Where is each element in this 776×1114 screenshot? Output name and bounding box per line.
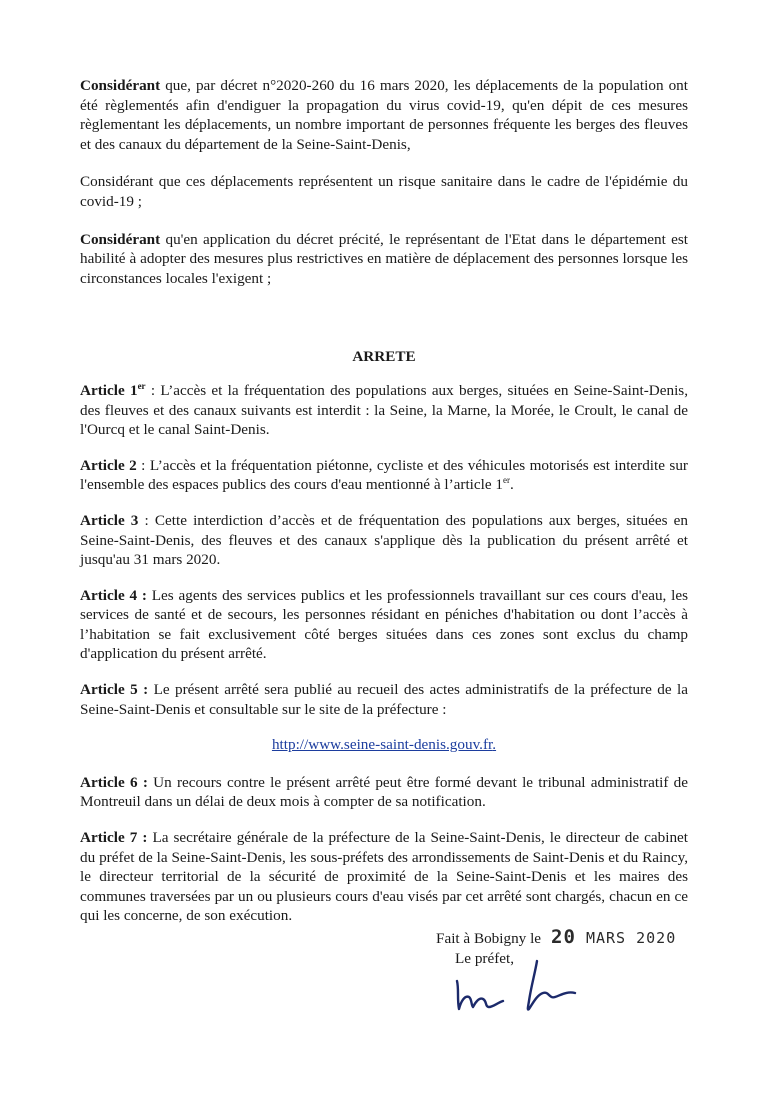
article-2: Article 2 : L’accès et la fréquentation piétonne, cycliste et des véhicules motorisés est interdite sur l'ensemble des espaces publics des cours d'eau mentionné à l’article 1er. <box>80 456 688 494</box>
article-1: Article 1er : L’accès et la fréquentation des populations aux berges, situées en Seine-Saint-Denis, des fleuves et des canaux suivants est interdit : la Seine, la Marne, la Morée, le Croult, le canal de l'Ourcq et le canal Saint-Denis. <box>80 380 688 439</box>
article-text: Les agents des services publics et les professionnels travaillant sur ces cours d'eau, les services de santé et de secours, les personnes résidant en péniches d'habitation ou dont l’accès à l’habitation se fait exclusivement côté berges situées dans ces zones sont exclus du champ d'application du présent arrêté. <box>80 586 689 663</box>
considerant-lead: Considérant <box>80 173 154 191</box>
place-date-line <box>436 928 696 949</box>
article-4 <box>80 586 688 664</box>
considerant-3 <box>80 230 688 289</box>
article-text: L’accès et la fréquentation des populations aux berges, situées en Seine-Saint-Denis, des fleuves et des canaux suivants est interdit : la Seine, la Marne, la Morée, le Croult, le canal de l'Ourcq et le canal Saint-Denis. <box>80 381 688 439</box>
article-text: La secrétaire générale de la préfecture de la Seine-Saint-Denis, le directeur de cabinet du préfet de la Seine-Saint-Denis, les sous-préfets des arrondissements de Saint-Denis et du Raincy, le directeur territorial de la sécurité de proximité de la Seine-Saint-Denis et les maires des communes traversées par un ou plusieurs cours d'eau visés par cet arrêté sont chargés, chacun en ce qui les concerne, de son exécution. <box>80 829 689 925</box>
date-stamp <box>551 926 677 948</box>
article-text: Un recours contre le présent arrêté peut être formé devant le tribunal administratif de Montreuil dans un délai de deux mois à compter de sa notification. <box>80 773 689 811</box>
considerant-text: que, par décret n°2020-260 du 16 mars 2020, les déplacements de la population ont été règlementés afin d'endiguer la propagation du virus covid-19, qu'en dépit de ces mesures règlementant les déplacements, un nombre important de personnes fréquente les berges des fleuves et des canaux du département de la Seine-Saint-Denis, <box>80 77 688 153</box>
article-6 <box>80 773 688 812</box>
handwritten-signature-icon <box>445 955 585 1015</box>
signatory-role: Le préfet, <box>455 949 515 967</box>
article-3: Article 3 : Cette interdiction d’accès et de fréquentation des populations aux berges, situées en Seine-Saint-Denis, des fleuves et des canaux s'applique dès la publication du présent arrêté et jusqu'au 31 mars 2020. <box>80 511 688 569</box>
article-7 <box>80 828 688 926</box>
article-text: Le présent arrêté sera publié au recueil des actes administratifs de la préfecture de la Seine-Saint-Denis et consultable sur le site de la préfecture : <box>80 681 688 718</box>
document-body <box>80 76 688 942</box>
stamp-day: 20 <box>551 926 576 948</box>
article-label: Article 7 : <box>80 829 148 847</box>
prefecture-url-link[interactable]: http://www.seine-saint-denis.gouv.fr <box>271 736 493 754</box>
article-label: Article 1er <box>80 380 146 399</box>
prefecture-url-line: http://www.seine-saint-denis.gouv.fr. <box>271 736 497 754</box>
decree-title: ARRETE <box>352 348 416 366</box>
considerant-text: que ces déplacements représentent un risque sanitaire dans le cadre de l'épidémie du covid-19 ; <box>80 173 688 210</box>
article-text: L’accès et la fréquentation piétonne, cycliste et des véhicules motorisés est interdite sur l'ensemble des espaces publics des cours d'eau mentionné à l’article 1 <box>80 456 688 494</box>
article-5 <box>80 680 688 719</box>
article-label: Article 5 : <box>80 681 149 699</box>
considerant-lead: Considérant <box>80 230 161 248</box>
considerant-text: qu'en application du décret précité, le représentant de l'Etat dans le département est habilité à adopter des mesures plus restrictives en matière de déplacement des personnes lorsque les circonstances locales l'exigent ; <box>80 230 688 287</box>
stamp-month-year: MARS 2020 <box>585 929 677 947</box>
article-label: Article 4 : <box>80 586 147 604</box>
article-label: Article 6 : <box>80 773 148 791</box>
article-label: Article 3 <box>80 511 139 529</box>
article-label: Article 2 <box>80 456 137 474</box>
article-text: Cette interdiction d’accès et de fréquentation des populations aux berges, situées en Seine-Saint-Denis, des fleuves et des canaux s'applique dès la publication du présent arrêté et jusqu'au 31 mars 2020. <box>80 511 688 569</box>
place-text: Fait à Bobigny le <box>436 930 542 947</box>
considerant-lead: Considérant <box>80 77 161 94</box>
considerant-2 <box>80 172 688 211</box>
considerant-1 <box>80 76 688 154</box>
